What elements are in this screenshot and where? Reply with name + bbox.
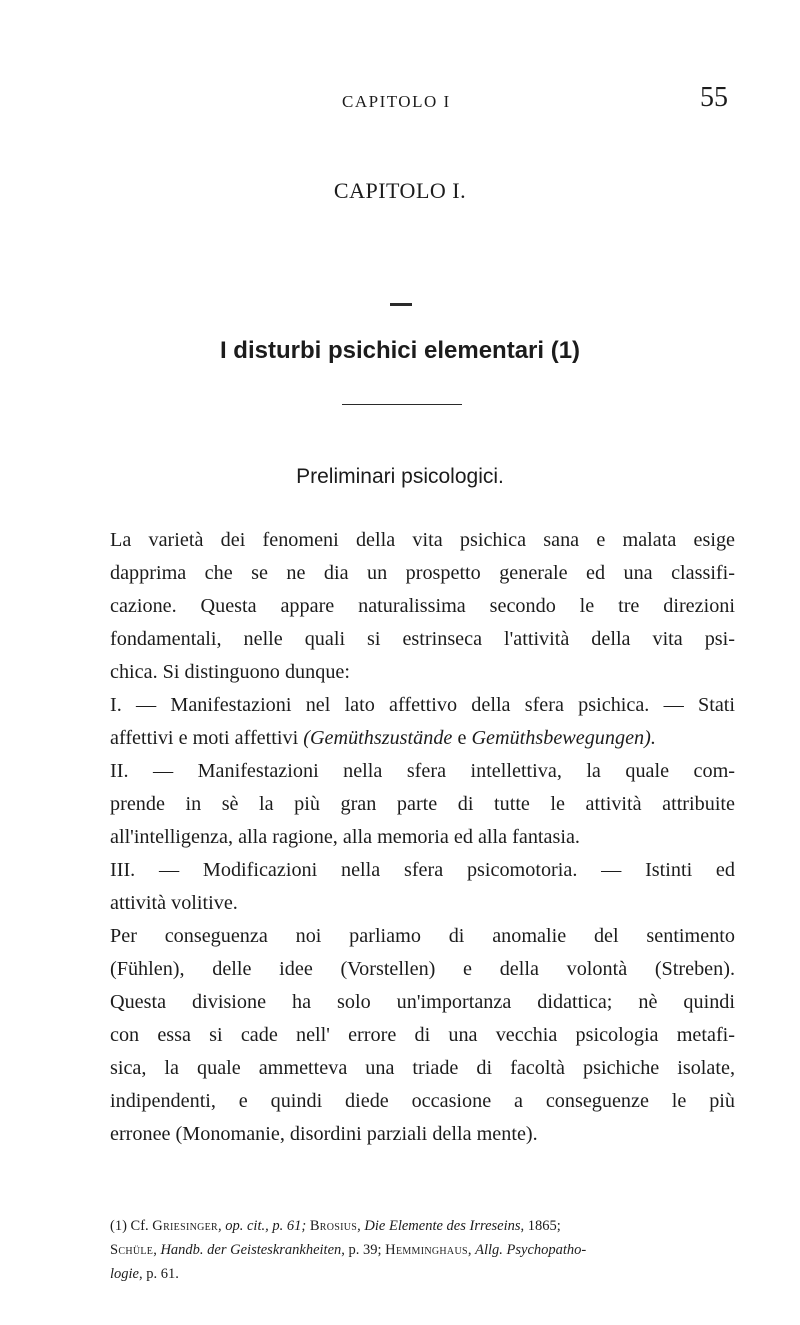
list-item-2-line: prende in sè la più gran parte di tutte le attività attribuite xyxy=(110,793,735,815)
text-fragment: affettivi e moti affettivi xyxy=(110,727,304,749)
paragraph-line: (Fühlen), delle idee (Vorstellen) e della volontà (Streben). xyxy=(110,958,735,980)
text-fragment: , xyxy=(153,1242,161,1258)
paragraph-line: erronee (Monomanie, disordini parziali della mente). xyxy=(110,1123,538,1145)
text-fragment: , xyxy=(467,1242,476,1258)
text-line: chica. Si distinguono dunque: xyxy=(110,661,350,683)
list-item-1-line: I. — Manifestazioni nel lato affettivo della sfera psichica. — Stati xyxy=(110,694,735,716)
text-line: dapprima che se ne dia un prospetto generale ed una classifi- xyxy=(110,562,735,584)
text-fragment: , 1865; xyxy=(520,1218,561,1234)
body-text xyxy=(110,524,735,1151)
book-title: logie xyxy=(110,1266,139,1282)
chapter-title: I disturbi psichici elementari (1) xyxy=(219,337,581,364)
paragraph-line: Questa divisione ha solo un'importanza didattica; nè quindi xyxy=(110,991,735,1013)
text-line: La varietà dei fenomeni della vita psichica sana e malata esige xyxy=(110,529,735,551)
text-fragment: , p. 61. xyxy=(139,1266,179,1282)
paragraph-line: sica, la quale ammetteva una triade di facoltà psichiche isolate, xyxy=(110,1057,735,1079)
running-title: CAPITOLO I xyxy=(342,92,451,111)
list-item-2-line: II. — Manifestazioni nella sfera intellettiva, la quale com- xyxy=(110,760,735,782)
running-head xyxy=(0,82,800,122)
german-term: (Gemüthszustände xyxy=(303,727,453,749)
footnote-marker: (1) Cf. xyxy=(110,1218,149,1234)
book-title: Die Elemente des Irreseins xyxy=(364,1218,521,1234)
footnote-line xyxy=(110,1262,735,1286)
author-name: Hemminghaus xyxy=(385,1242,468,1258)
footnote xyxy=(110,1214,735,1286)
author-name: Brosius xyxy=(309,1218,358,1234)
list-item-3-line: III. — Modificazioni nella sfera psicomotoria. — Istinti ed xyxy=(110,859,735,881)
text-line: fondamentali, nelle quali si estrinseca l'attività della vita psi- xyxy=(110,628,735,650)
book-title: Allg. Psychopatho- xyxy=(475,1242,587,1258)
footnote-line xyxy=(110,1214,735,1238)
german-term: Gemüthsbewegungen). xyxy=(471,727,656,749)
list-item-2-line: all'intelligenza, alla ragione, alla memoria ed alla fantasia. xyxy=(110,826,580,848)
text-line: cazione. Questa appare naturalissima secondo le tre direzioni xyxy=(110,595,735,617)
text-fragment: , p. 39; xyxy=(341,1242,382,1258)
paragraph-line: con essa si cade nell' errore di una vecchia psicologia metafi- xyxy=(110,1024,735,1046)
ornament-dash xyxy=(390,303,412,306)
title-rule xyxy=(342,404,462,405)
text-fragment: , xyxy=(357,1218,365,1234)
list-item-3-line: attività volitive. xyxy=(110,892,238,914)
citation: , op. cit., p. 61; xyxy=(218,1218,307,1234)
page-number: 55 xyxy=(700,82,728,113)
paragraph-line: Per conseguenza noi parliamo di anomalie del sentimento xyxy=(110,925,735,947)
section-title: Preliminari psicologici. xyxy=(296,465,504,488)
text-fragment: e xyxy=(452,727,472,749)
author-name: Griesinger xyxy=(152,1218,218,1234)
list-item-1-line xyxy=(110,722,735,755)
chapter-label: CAPITOLO I. xyxy=(333,178,467,203)
footnote-line xyxy=(110,1238,735,1262)
book-title: Handb. der Geisteskrankheiten xyxy=(160,1242,342,1258)
author-name: Schüle xyxy=(110,1242,154,1258)
paragraph-line: indipendenti, e quindi diede occasione a conseguenze le più xyxy=(110,1090,735,1112)
